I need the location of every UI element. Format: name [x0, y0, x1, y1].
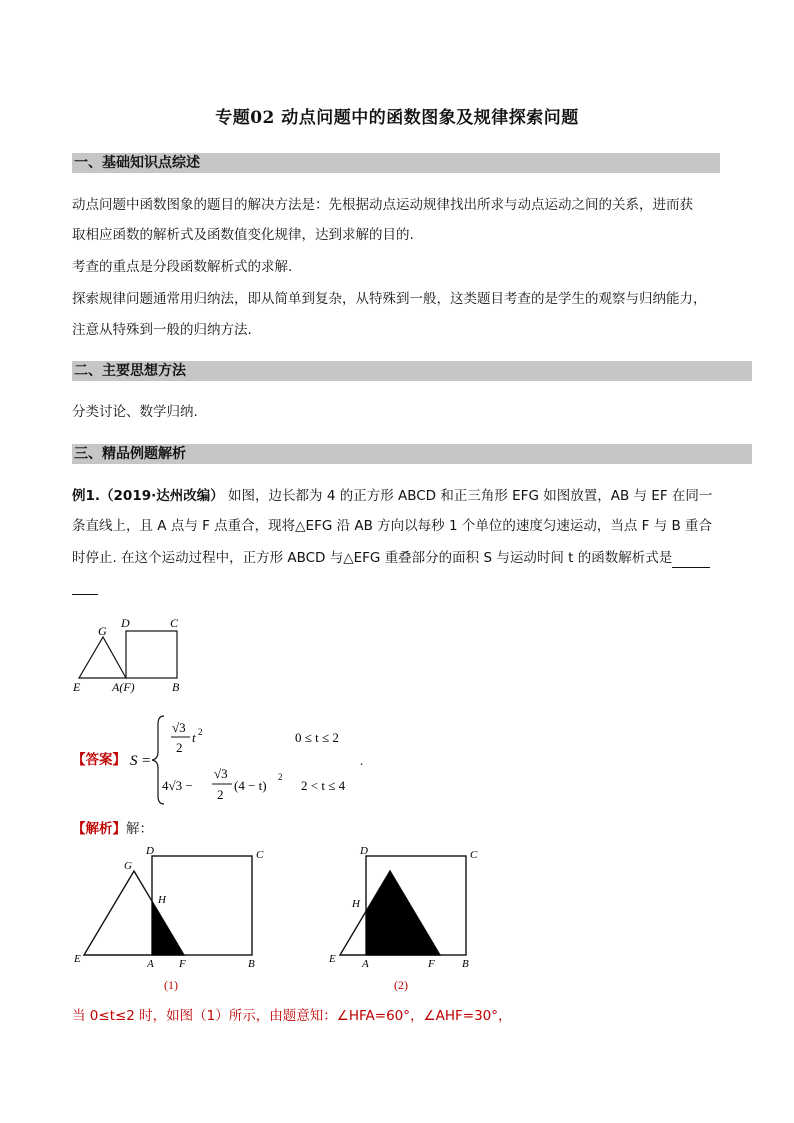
example-source: （2019·达州改编）	[100, 488, 224, 504]
example-text: 时停止. 在这个运动过程中，正方形 ABCD 与△EFG 重叠部分的面积 S 与运动时间 t 的函数解析式是	[72, 550, 673, 566]
paragraph-line: 探索规律问题通常用归纳法，即从简单到复杂，从特殊到一般，这类题目考查的是学生的观察与归纳能力，	[72, 291, 707, 307]
fig2-label-c: C	[470, 849, 478, 861]
paragraph-line: 考查的重点是分段函数解析式的求解.	[72, 259, 293, 275]
answer-s: S	[130, 753, 138, 769]
analysis-case-line: 当 0≤t≤2 时，如图（1）所示，由题意知：∠HFA=60°，∠AHF=30°，	[72, 1008, 512, 1024]
fig1-label-f: F	[179, 958, 186, 970]
label-b: B	[172, 680, 180, 694]
fig1-label-e: E	[74, 953, 81, 965]
fig1-label-d: D	[146, 845, 154, 857]
example-text: 如图，边长都为 4 的正方形 ABCD 和正三角形 EFG 如图放置，AB 与 EF 在同一	[228, 488, 713, 504]
page-title: 专题02 动点问题中的函数图象及规律探索问题	[215, 108, 579, 128]
answer-formula	[128, 712, 368, 808]
fig2-label-a: A	[362, 958, 369, 970]
case1-num: √3	[172, 720, 186, 735]
case2-num: √3	[214, 766, 228, 781]
answer-blank	[672, 554, 710, 568]
fig1-caption: (1)	[164, 978, 178, 992]
label-d: D	[121, 616, 130, 630]
example-label: 例1.	[72, 488, 101, 504]
analysis-suffix: 解：	[126, 821, 153, 837]
answer-eq: =	[142, 753, 151, 769]
paragraph-line: 动点问题中函数图象的题目的解决方法是：先根据动点运动规律找出所求与动点运动之间的关系，进而获	[72, 197, 693, 213]
fig2-caption: (2)	[394, 978, 408, 992]
fig1-label-c: C	[256, 849, 264, 861]
label-af: A(F)	[112, 680, 135, 694]
paragraph-line: 取相应函数的解析式及函数值变化规律，达到求解的目的.	[72, 227, 414, 243]
fig2-label-b: B	[462, 958, 469, 970]
fig1-label-b: B	[248, 958, 255, 970]
section-heading-methods: 二、主要思想方法	[72, 361, 752, 381]
answer-blank-continued	[72, 594, 98, 595]
square-abcd	[126, 631, 177, 678]
example-line-2: 条直线上，且 A 点与 F 点重合，现将△EFG 沿 AB 方向以每秒 1 个单位的速度匀速运动，当点 F 与 B 重合	[72, 518, 713, 534]
fig2-label-d: D	[360, 845, 368, 857]
case2-cond: 2 < t ≤ 4	[301, 778, 346, 793]
case1-cond: 0 ≤ t ≤ 2	[295, 730, 339, 745]
fig2-label-h: H	[352, 898, 360, 910]
example-figure	[68, 612, 198, 697]
triangle-efg	[79, 637, 126, 678]
case1-den: 2	[176, 740, 183, 755]
analysis-label: 【解析】	[72, 821, 126, 837]
case2-den: 2	[217, 787, 224, 802]
case1-var: t	[192, 730, 196, 745]
methods-text: 分类讨论、数学归纳.	[72, 404, 198, 420]
fig2-label-e: E	[329, 953, 336, 965]
formula-dot: .	[360, 753, 364, 768]
answer-label: 【答案】	[72, 752, 126, 768]
example-line-3	[72, 548, 710, 568]
label-e: E	[73, 680, 81, 694]
fig1-label-a: A	[147, 958, 154, 970]
analysis-figure-2	[322, 843, 492, 993]
case2-paren: (4 − t)	[234, 778, 267, 793]
label-g: G	[98, 624, 107, 638]
case2-exp: 2	[278, 772, 283, 782]
fig1-label-g: G	[124, 860, 132, 872]
section-heading-basics: 一、基础知识点综述	[72, 153, 720, 173]
fig2-overlap-region	[366, 871, 440, 955]
paragraph-line: 注意从特殊到一般的归纳方法.	[72, 322, 252, 338]
fig2-label-f: F	[428, 958, 435, 970]
example-line-1	[72, 486, 712, 506]
analysis-heading	[72, 819, 153, 839]
fig1-label-h: H	[158, 894, 166, 906]
label-c: C	[170, 616, 179, 630]
case1-exp: 2	[198, 727, 203, 737]
case2-lead: 4√3 −	[162, 778, 193, 793]
analysis-figure-1	[66, 843, 276, 993]
section-heading-examples: 三、精品例题解析	[72, 444, 752, 464]
